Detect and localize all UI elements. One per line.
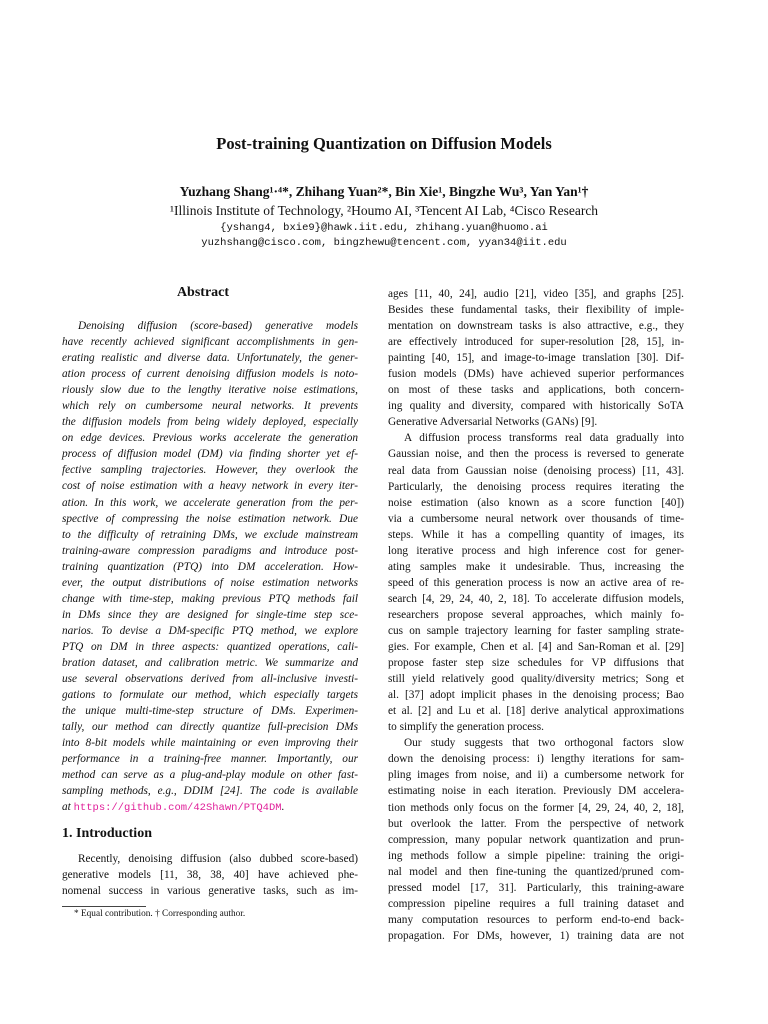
body-line: fusion models (DMs) have achieved superior performances [388,368,684,381]
body-line: down the denoising process: i) lengthy iterations for sam- [388,753,684,766]
body-line: ing methods follow a simple pipeline: training the origi- [388,849,684,862]
body-line: ing quality and diversity, compared with historically SoTA [388,400,684,413]
abstract-line: PTQ on DM in three aspects: quantized operations, cali- [62,640,358,653]
body-line: tion methods only focus on the former [4, 29, 24, 40, 2, 18], [388,801,684,814]
body-line: many computation resources to perform end-to-end back- [388,913,684,926]
body-line: pressed model [17, 31]. Particularly, this training-aware [388,881,684,894]
abstract-line: narios. To devise a DM-specific PTQ method, we explore [62,624,358,637]
body-line: Generative Adversarial Networks (GANs) [9]. [388,416,598,429]
intro-body [62,851,358,899]
abstract-line: to the difficulty of retraining DMs, we exclude mainstream [62,528,358,541]
footnote-rule [62,906,146,907]
body-line: painting [40, 15], and image-to-image translation [30]. Dif- [388,352,684,365]
body-line: via a cumbersome neural network over thousands of time- [388,512,684,525]
abstract-line-tail: . [281,801,285,814]
body-line: real data from Gaussian noise (denoising process) [11, 43]. [388,464,684,477]
abstract-line: method can serve as a plug-and-play module on other fast- [62,769,358,782]
body-line: cus on sample trajectory learning for faster sampling strate- [388,624,684,637]
abstract-line: bration dataset, and calibration metric. We summarize and [62,656,358,669]
body-line: gies. For example, Chen et al. [4] and San-Roman et al. [29] [388,641,684,654]
body-line: speed of this generation process is now an active area of re- [388,576,684,589]
body-line: A diffusion process transforms real data gradually into [404,432,684,445]
paper-title: Post-training Quantization on Diffusion Models [216,134,552,153]
abstract-line: in DMs since they are designed for single-time step sce- [62,608,358,621]
body-line: Gaussian noise, and then the process is reversed to generate [388,448,684,461]
abstract-line: erating realistic and diverse data. Unfortunately, the gener- [62,352,358,365]
body-line: propose faster step size schedules for VP diffusions that [388,657,684,670]
abstract-line: performance in a training-free manner. Importantly, our [62,753,358,766]
body-line: long iterative process and high inference cost for gener- [388,544,684,557]
abstract-line: have recently achieved significant accomplishments in gen- [62,336,358,349]
abstract-line: ation process of current denoising diffusion models is noto- [62,368,358,381]
abstract-line: on edge devices. Previous works accelerate the generation [62,432,358,445]
body-line: to simplify the generation process. [388,721,544,734]
intro-line: generative models [11, 38, 38, 40] have achieved phe- [62,869,358,882]
abstract-line: the diffusion models from being widely deployed, especially [62,416,358,429]
body-line: pling images from noise, and ii) a cumbersome network for [388,769,684,782]
abstract-line: into 8-bit models while maintaining or even improving their [62,737,358,750]
body-line: compression, many popular network quantization and prun- [388,833,684,846]
abstract-line: sampling methods, e.g., DDIM [24]. The code is available [62,785,358,798]
email-line-2: yuzhshang@cisco.com, bingzhewu@tencent.com, yyan34@iit.edu [201,237,567,249]
body-line: mentation on downstream tasks is also attractive, e.g., they [388,320,684,333]
body-line: al. [37] adopt implicit phases in the denoising process; Bao [388,689,684,702]
abstract-line: fective sampling trajectories. However, they overlook the [62,464,358,477]
intro-line: Recently, denoising diffusion (also dubbed score-based) [78,853,358,865]
abstract-line: which rely on cumbersome neural networks. It prevents [62,400,358,413]
abstract-line: spective of compressing the noise estimation network. Due [62,512,358,525]
body-line: still yield relatively good quality/diversity metrics; Song et [388,673,684,686]
abstract-line: riously slow due to the lengthy iterative noise estimations, [62,384,358,397]
affiliations: ¹Illinois Institute of Technology, ²Houmo AI, ³Tencent AI Lab, ⁴Cisco Research [169,203,599,218]
abstract-line: training-aware compression paradigms and introduce post- [62,544,358,557]
body-line: researchers propose several approaches, which mainly fo- [388,608,684,621]
intro-line: nomenal success in various generative tasks, such as im- [62,885,358,898]
abstract-line: Denoising diffusion (score-based) generative models [78,320,358,332]
body-line: are effectively introduced for super-resolution [28, 15], in- [388,336,684,349]
email-line-1: {yshang4, bxie9}@hawk.iit.edu, zhihang.yuan@huomo.ai [220,222,548,234]
code-link[interactable]: https://github.com/42Shawn/PTQ4DM [73,802,282,815]
abstract-line: cost of noise estimation with a heavy network in every iter- [62,480,358,493]
body-line: noise estimation (also known as a score function [40]) [388,496,684,509]
abstract-line: training quantization (PTQ) into DM acceleration. How- [62,560,358,573]
abstract-line: ever, the output distributions of noise estimation networks [62,576,358,589]
body-line: nal model and then fine-tuning the quantized/pruned com- [388,865,684,878]
abstract-last-line [62,799,358,815]
body-line: compression pipeline requires a full training dataset and [388,897,684,910]
body-line: ages [11, 40, 24], audio [21], video [35], and graphs [25]. [388,288,684,300]
abstract-line: gations to formulate our method, which especially targets [62,689,358,702]
intro-heading: 1. Introduction [62,826,152,841]
right-column-body [388,286,684,944]
body-line: Particularly, the denoising process requires iterating the [388,480,684,493]
body-line: on most of these tasks and applications, both concern- [388,384,684,397]
abstract-line-prefix: at [62,801,74,814]
abstract-heading: Abstract [176,285,230,300]
abstract-body [62,318,358,815]
abstract-line: change with time-step, making previous PTQ methods fail [62,592,358,605]
abstract-line: the unique multi-time-step structure of DMs. Experimen- [62,705,358,718]
abstract-line: process of diffusion model (DM) via finding shorter yet ef- [62,448,358,461]
body-line: Besides these fundamental tasks, their flexibility of imple- [388,304,684,317]
body-line: propagation. For DMs, however, 1) training data are not [388,929,684,942]
body-line: steps. While it has a compelling quantity of images, its [388,528,684,541]
abstract-line: tally, our method can directly quantize full-precision DMs [62,721,358,734]
abstract-line: ation. In this work, we accelerate generation from the per- [62,496,358,509]
body-line: et al. [2] and Lu et al. [18] derive analytical approximations [388,705,684,718]
body-line: search [4, 29, 24, 40, 2, 18]. To accelerate diffusion models, [388,592,684,605]
body-line: estimating noise in each iteration. Previously DM accelera- [388,785,684,798]
footnote: * Equal contribution. † Corresponding author. [74,909,246,919]
abstract-line: use several observations derived from all-inclusive investi- [62,673,358,686]
author-list: Yuzhang Shang¹·⁴*, Zhihang Yuan²*, Bin Xie¹, Bingzhe Wu³, Yan Yan¹† [179,184,589,199]
body-line: ating samples make it undesirable. Thus, increasing the [388,560,684,573]
body-line: Our study suggests that two orthogonal factors slow [404,737,684,750]
body-line: but overlook the latter. From the perspective of network [388,817,684,830]
